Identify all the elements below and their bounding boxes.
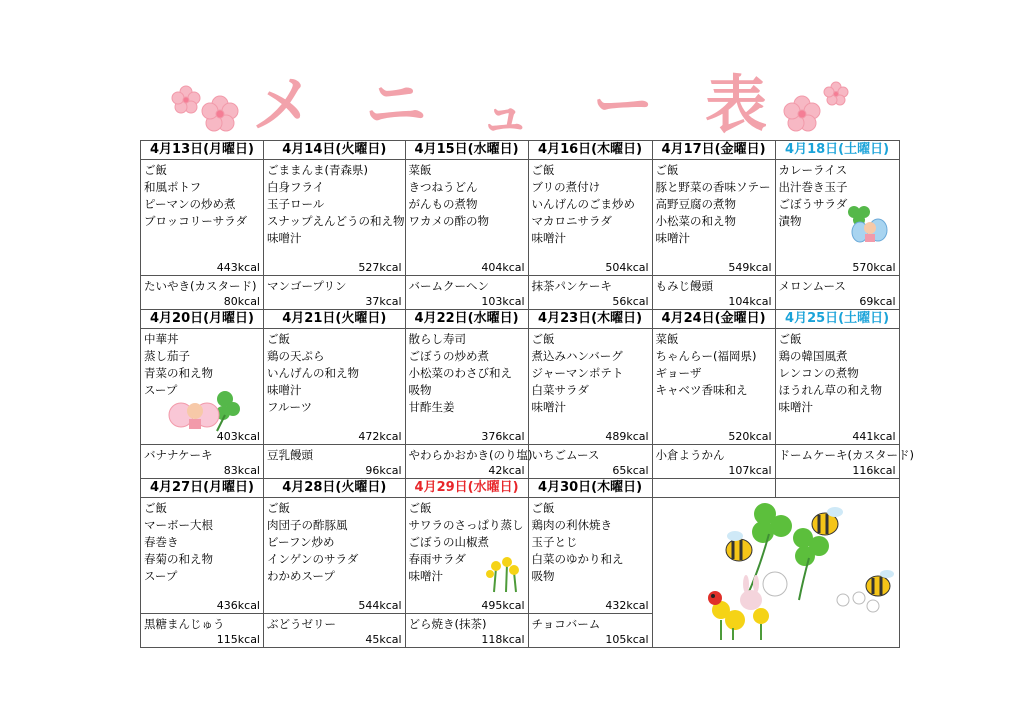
snack-kcal: 96kcal: [365, 464, 402, 477]
menu-item: サワラのさっぱり蒸し: [408, 518, 524, 532]
snack-name: バナナケーキ: [144, 448, 213, 462]
meal-cell: [264, 498, 406, 614]
week-1-snack-row: [141, 276, 900, 310]
day-header-saturday: 4月18日(土曜日): [775, 141, 899, 160]
menu-item: 豚と野菜の香味ソテー: [655, 180, 771, 194]
snack-kcal: 45kcal: [365, 633, 402, 646]
snack-cell: [528, 614, 652, 648]
menu-item: ごぼうの炒め煮: [408, 349, 490, 363]
week-3-header-row: [141, 479, 900, 498]
snack-kcal: 80kcal: [223, 295, 260, 308]
menu-item: 白菜のゆかり和え: [531, 552, 624, 566]
snack-name: バームクーヘン: [408, 279, 490, 293]
snack-name: メロンムース: [778, 279, 846, 293]
snack-kcal: 83kcal: [223, 464, 260, 477]
day-header: 4月22日(水曜日): [405, 310, 528, 329]
menu-item: ご飯: [144, 501, 167, 515]
menu-table: [140, 140, 915, 648]
meal-kcal: 472kcal: [358, 430, 402, 443]
snack-kcal: 118kcal: [481, 633, 525, 646]
meal-kcal: 504kcal: [605, 261, 649, 274]
meal-kcal: 404kcal: [481, 261, 525, 274]
snack-cell: [264, 614, 406, 648]
menu-item: 甘酢生姜: [408, 400, 455, 414]
menu-item: ご飯: [778, 332, 802, 346]
rapeseed-flower-icon: [482, 554, 522, 594]
meal-kcal: 489kcal: [605, 430, 649, 443]
meal-kcal: 376kcal: [481, 430, 525, 443]
illustration-cell: [652, 498, 899, 648]
snack-cell: [141, 276, 264, 310]
menu-item: ジャーマンポテト: [531, 366, 624, 380]
menu-item: がんもの煮物: [408, 197, 478, 211]
menu-item: 菜飯: [408, 163, 432, 177]
menu-item: いんげんのごま炒め: [531, 197, 636, 211]
menu-item: 白身フライ: [267, 180, 325, 194]
week-2-snack-row: [141, 445, 900, 479]
menu-item: ご飯: [267, 332, 290, 346]
week-2-header-row: [141, 310, 900, 329]
title-char-4: ー: [592, 68, 655, 141]
menu-item: 味噌汁: [655, 231, 691, 245]
menu-item: 青菜の和え物: [144, 366, 213, 380]
menu-item: ギョーザ: [655, 366, 702, 380]
menu-item: 鶏の韓国風煮: [778, 349, 848, 363]
title-char-2: ニ: [365, 68, 428, 141]
bee-icon: [866, 570, 894, 596]
day-header: 4月23日(木曜日): [528, 310, 652, 329]
menu-item: ご飯: [144, 163, 167, 177]
bee-icon: [812, 507, 843, 535]
menu-item: 鶏の天ぷら: [267, 349, 325, 363]
butterfly-fairy-icon: [844, 204, 890, 248]
menu-item: いんげんの和え物: [267, 366, 359, 380]
snack-name: 小倉ようかん: [655, 448, 725, 462]
snack-kcal: 116kcal: [852, 464, 896, 477]
menu-item: ほうれん草の和え物: [778, 383, 883, 397]
title-char-5: 表: [705, 68, 768, 141]
snack-kcal: 37kcal: [365, 295, 402, 308]
snack-name: 黒糖まんじゅう: [144, 617, 225, 631]
day-header: 4月14日(火曜日): [264, 141, 406, 160]
menu-item: 味噌汁: [267, 231, 302, 245]
menu-item: ご飯: [408, 501, 432, 515]
menu-item: スナップえんどうの和え物: [267, 214, 405, 228]
meal-kcal: 441kcal: [852, 430, 896, 443]
snack-cell: [652, 276, 775, 310]
menu-item: 煮込みハンバーグ: [531, 349, 623, 363]
snack-name: もみじ饅頭: [655, 279, 714, 293]
menu-item: 味噌汁: [408, 569, 444, 583]
day-header: 4月13日(月曜日): [141, 141, 264, 160]
snack-kcal: 56kcal: [612, 295, 649, 308]
snack-cell: [405, 276, 528, 310]
menu-item: 漬物: [778, 214, 802, 228]
menu-item: マカロニサラダ: [531, 214, 612, 228]
day-header: 4月21日(火曜日): [264, 310, 406, 329]
snack-cell: [141, 614, 264, 648]
menu-item: ご飯: [267, 501, 290, 515]
menu-item: わかめスープ: [267, 569, 335, 583]
menu-item: ごままんま(青森県): [267, 163, 368, 177]
meal-kcal: 403kcal: [216, 430, 260, 443]
meal-cell: [141, 160, 264, 276]
snack-name: ぶどうゼリー: [267, 617, 336, 631]
day-header: 4月17日(金曜日): [652, 141, 775, 160]
menu-item: 菜飯: [655, 332, 679, 346]
menu-item: キャベツ香味和え: [655, 383, 748, 397]
snack-kcal: 104kcal: [728, 295, 772, 308]
snack-kcal: 65kcal: [612, 464, 649, 477]
menu-item: 春雨サラダ: [408, 552, 466, 566]
snack-name: チョコバーム: [531, 617, 601, 631]
snack-cell: [141, 445, 264, 479]
meal-cell: [652, 329, 775, 445]
empty-header: [652, 479, 775, 498]
snack-name: どら焼き(抹茶): [408, 617, 487, 631]
menu-item: 高野豆腐の煮物: [655, 197, 737, 211]
meal-cell: [652, 160, 775, 276]
menu-item: ブリの煮付け: [531, 180, 601, 194]
snack-cell: [775, 445, 915, 479]
snack-kcal: 107kcal: [728, 464, 772, 477]
snack-kcal: 42kcal: [488, 464, 525, 477]
menu-item: マーボー大根: [144, 518, 213, 532]
meal-kcal: 527kcal: [358, 261, 402, 274]
menu-item: レンコンの煮物: [778, 366, 859, 380]
week-1-header-row: [141, 141, 900, 160]
snack-name: いちごムース: [531, 448, 600, 462]
meal-kcal: 544kcal: [358, 599, 402, 612]
menu-title: [0, 68, 1024, 144]
snack-kcal: 103kcal: [481, 295, 525, 308]
week-3-meal-row: [141, 498, 900, 614]
menu-item: カレーライス: [778, 163, 848, 177]
meal-kcal: 432kcal: [605, 599, 649, 612]
menu-item: ビーフン炒め: [267, 535, 335, 549]
snack-name: ドームケーキ(カスタード): [778, 448, 915, 462]
snack-cell: [405, 445, 533, 479]
day-header: 4月16日(木曜日): [528, 141, 652, 160]
menu-item: インゲンのサラダ: [267, 552, 359, 566]
menu-item: 小松菜のわさび和え: [408, 366, 513, 380]
title-char-1: メ: [252, 68, 315, 141]
snack-name: たいやき(カスタード): [144, 279, 257, 293]
menu-item: 鶏肉の利休焼き: [531, 518, 613, 532]
bunny-icon: [740, 575, 762, 610]
sakura-icon: [780, 80, 855, 135]
menu-item: ごぼうサラダ: [778, 197, 848, 211]
menu-item: 中華丼: [144, 332, 179, 346]
menu-item: 味噌汁: [778, 400, 814, 414]
menu-item: 吸物: [531, 569, 555, 583]
snack-kcal: 105kcal: [605, 633, 649, 646]
snack-name: 抹茶パンケーキ: [531, 279, 612, 293]
snack-name: 豆乳饅頭: [267, 448, 313, 462]
title-char-3: ュ: [480, 86, 530, 144]
meal-cell: [775, 329, 899, 445]
menu-item: 散らし寿司: [408, 332, 467, 346]
menu-item: ブロッコリーサラダ: [144, 214, 248, 228]
menu-item: 味噌汁: [267, 383, 302, 397]
meal-kcal: 549kcal: [728, 261, 772, 274]
snack-kcal: 69kcal: [859, 295, 896, 308]
menu-item: 白菜サラダ: [531, 383, 589, 397]
menu-item: 吸物: [408, 383, 432, 397]
day-header: 4月24日(金曜日): [652, 310, 775, 329]
sakura-icon: [168, 84, 243, 134]
day-header: 4月20日(月曜日): [141, 310, 264, 329]
menu-item: 肉団子の酢豚風: [267, 518, 348, 532]
meal-cell: [141, 329, 264, 445]
meal-cell: [405, 329, 528, 445]
menu-item: ご飯: [531, 332, 555, 346]
meal-cell: [264, 160, 406, 276]
meal-kcal: 520kcal: [728, 430, 772, 443]
clover-icon: [752, 503, 792, 543]
meal-cell: [775, 160, 899, 276]
menu-item: スープ: [144, 383, 178, 397]
snack-cell: [264, 445, 406, 479]
menu-item: 春菊の和え物: [144, 552, 213, 566]
snack-name: マンゴープリン: [267, 279, 347, 293]
meal-cell: [264, 329, 406, 445]
week-2-meal-row: [141, 329, 900, 445]
meal-kcal: 443kcal: [216, 261, 260, 274]
snack-cell: [775, 276, 899, 310]
menu-item: フルーツ: [267, 400, 313, 414]
meal-kcal: 495kcal: [481, 599, 525, 612]
ladybug-icon: [708, 591, 722, 605]
menu-item: 和風ポトフ: [144, 180, 202, 194]
menu-item: ピーマンの炒め煮: [144, 197, 236, 211]
snack-cell: [264, 276, 406, 310]
snack-cell: [528, 276, 652, 310]
menu-item: 出汁巻き玉子: [778, 180, 848, 194]
menu-item: 味噌汁: [531, 400, 567, 414]
menu-item: ワカメの酢の物: [408, 214, 490, 228]
menu-item: ご飯: [531, 501, 555, 515]
day-header-saturday: 4月25日(土曜日): [775, 310, 899, 329]
snack-cell: [652, 445, 775, 479]
snack-name: やわらかおかき(のり塩): [408, 448, 533, 462]
meal-cell: [405, 160, 528, 276]
menu-item: 味噌汁: [531, 231, 567, 245]
menu-item: ご飯: [531, 163, 555, 177]
meal-cell: [528, 329, 652, 445]
snack-cell: [528, 445, 652, 479]
menu-item: 玉子ロール: [267, 197, 325, 211]
day-header: 4月27日(月曜日): [141, 479, 264, 498]
bee-icon: [726, 531, 752, 561]
day-header: 4月15日(水曜日): [405, 141, 528, 160]
dandelion-icon: [763, 572, 879, 612]
menu-item: ご飯: [655, 163, 679, 177]
spring-illustration: [673, 500, 903, 642]
meal-cell: [405, 498, 528, 614]
meal-cell: [528, 160, 652, 276]
meal-kcal: 570kcal: [852, 261, 896, 274]
menu-item: きつねうどん: [408, 180, 478, 194]
day-header: 4月28日(火曜日): [264, 479, 406, 498]
menu-item: ごぼうの山椒煮: [408, 535, 490, 549]
menu-item: 蒸し茄子: [144, 349, 190, 363]
empty-header: [775, 479, 899, 498]
day-header-holiday: 4月29日(水曜日): [405, 479, 528, 498]
menu-item: スープ: [144, 569, 178, 583]
meal-kcal: 436kcal: [216, 599, 260, 612]
snack-kcal: 115kcal: [216, 633, 260, 646]
menu-item: 小松菜の和え物: [655, 214, 737, 228]
week-1-meal-row: [141, 160, 900, 276]
clover-fairy-icon: [167, 387, 241, 435]
meal-cell: [528, 498, 652, 614]
menu-item: 玉子とじ: [531, 535, 578, 549]
meal-cell: [141, 498, 264, 614]
snack-cell: [405, 614, 528, 648]
day-header: 4月30日(木曜日): [528, 479, 652, 498]
menu-item: 春巻き: [144, 535, 179, 549]
menu-item: ちゃんらー(福岡県): [655, 349, 757, 363]
